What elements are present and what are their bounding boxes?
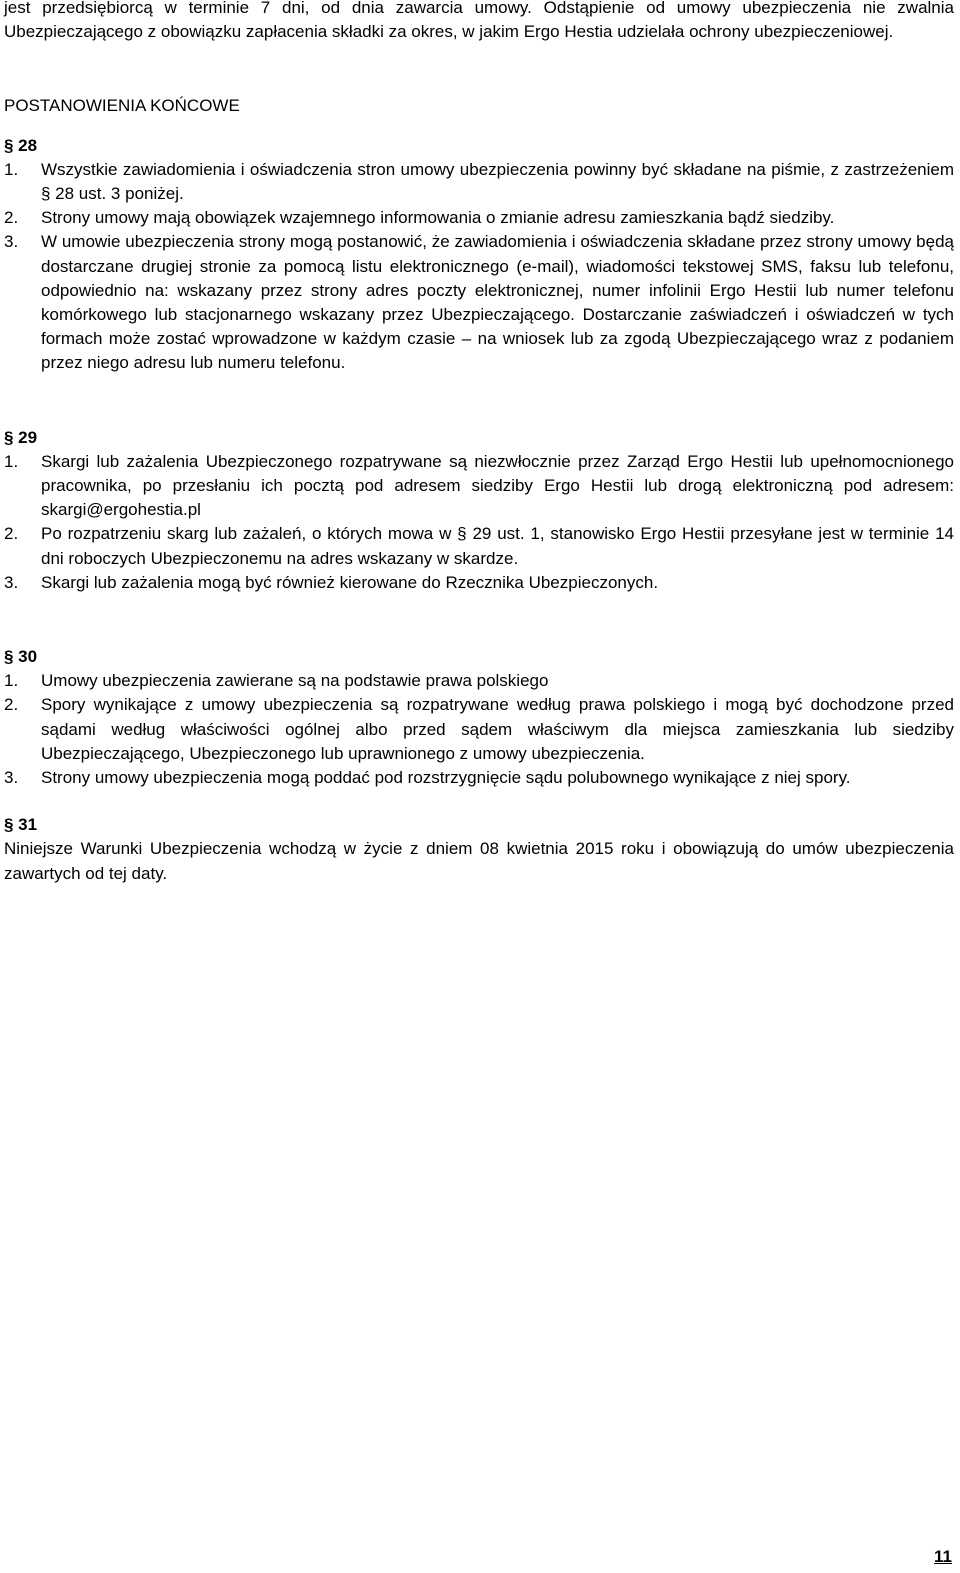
section-title: § 31 <box>4 815 38 835</box>
section-28 <box>4 134 954 376</box>
item-number: 1. <box>4 671 19 691</box>
item-text: Umowy ubezpieczenia zawierane są na podstawie prawa polskiego <box>41 671 549 691</box>
item-text: Strony umowy ubezpieczenia mogą poddać pod rozstrzygnięcie sądu polubownego wynikające z niej spory. <box>41 768 851 788</box>
item-text: Strony umowy mają obowiązek wzajemnego informowania o zmianie adresu zamieszkania bądź siedziby. <box>41 208 835 228</box>
item-number: 2. <box>4 208 19 228</box>
item-number: 1. <box>4 159 19 179</box>
item-text: Po rozpatrzeniu skarg lub zażaleń, o których mowa w § 29 ust. 1, stanowisko Ergo Hestii przesyłane jest w terminie 14 dni roboczych Ubezpieczonemu na adres wskazany w skardze. <box>41 524 954 568</box>
list-item <box>4 571 954 595</box>
intro-paragraph: jest przedsiębiorcą w terminie 7 dni, od dnia zawarcia umowy. Odstąpienie od umowy ubezpieczenia nie zwalnia Ubezpieczającego z obowiązku zapłacenia składki za okres, w jakim Ergo Hestia udzielała ochrony ubezpieczeniowej. <box>4 0 954 42</box>
section-title: § 28 <box>4 135 38 155</box>
section-title: § 30 <box>4 647 38 667</box>
item-number: 3. <box>4 232 19 252</box>
list-item <box>4 669 954 693</box>
item-text: Skargi lub zażalenia mogą być również kierowane do Rzecznika Ubezpieczonych. <box>41 572 659 592</box>
document-page <box>4 0 954 886</box>
closing-paragraph: Niniejsze Warunki Ubezpieczenia wchodzą w życie z dniem 08 kwietnia 2015 roku i obowiązują do umów ubezpieczenia zawartych od tej daty. <box>4 839 954 883</box>
item-number: 2. <box>4 695 19 715</box>
list-item <box>4 230 954 375</box>
item-text: Wszystkie zawiadomienia i oświadczenia stron umowy ubezpieczenia powinny być składane na piśmie, z zastrzeżeniem § 28 ust. 3 poniżej. <box>41 159 954 204</box>
section-31 <box>4 813 954 886</box>
item-text: Skargi lub zażalenia Ubezpieczonego rozpatrywane są niezwłocznie przez Zarząd Ergo Hestii lub upełnomocnionego pracownika, po przesłaniu ich pocztą pod adresem siedziby Ergo Hestii lub drogą elektroniczną pod adresem: skargi@ergohestia.pl <box>41 451 954 520</box>
item-number: 3. <box>4 572 19 592</box>
list-item <box>4 450 954 523</box>
section-30 <box>4 645 954 790</box>
item-number: 1. <box>4 451 19 471</box>
list-item <box>4 206 954 230</box>
list-item <box>4 158 954 206</box>
list-item <box>4 766 954 790</box>
item-text: W umowie ubezpieczenia strony mogą postanowić, że zawiadomienia i oświadczenia składane przez strony umowy będą dostarczane drugiej stronie za pomocą listu elektronicznego (e-mail), wiadomości tekstowej SMS, faksu lub telefonu, odpowiednio na: wskazany przez strony adres poczty elektronicznej, numer infolinii Ergo Hestii lub numer telefonu komórkowego lub stacjonarnego wskazany przez Ubezpieczającego. Dostarczanie zaświadczeń i oświadczeń w tych formach może zostać wprowadzone w każdym czasie – na wniosek lub za zgodą Ubezpieczającego wraz z podaniem przez niego adresu lub numeru telefonu. <box>41 232 954 373</box>
section-heading: POSTANOWIENIA KOŃCOWE <box>4 96 240 116</box>
page-number: 11 <box>934 1547 952 1566</box>
list-item <box>4 693 954 766</box>
list-item <box>4 522 954 570</box>
item-number: 2. <box>4 524 19 544</box>
item-number: 3. <box>4 768 19 788</box>
section-29 <box>4 426 954 595</box>
section-title: § 29 <box>4 427 38 447</box>
item-text: Spory wynikające z umowy ubezpieczenia są rozpatrywane według prawa polskiego i mogą być dochodzone przed sądami według właściwości ogólnej albo przed sądem właściwym dla miejsca zamieszkania lub siedziby Ubezpieczającego, Ubezpieczonego lub uprawnionego z umowy ubezpieczenia. <box>41 695 954 763</box>
